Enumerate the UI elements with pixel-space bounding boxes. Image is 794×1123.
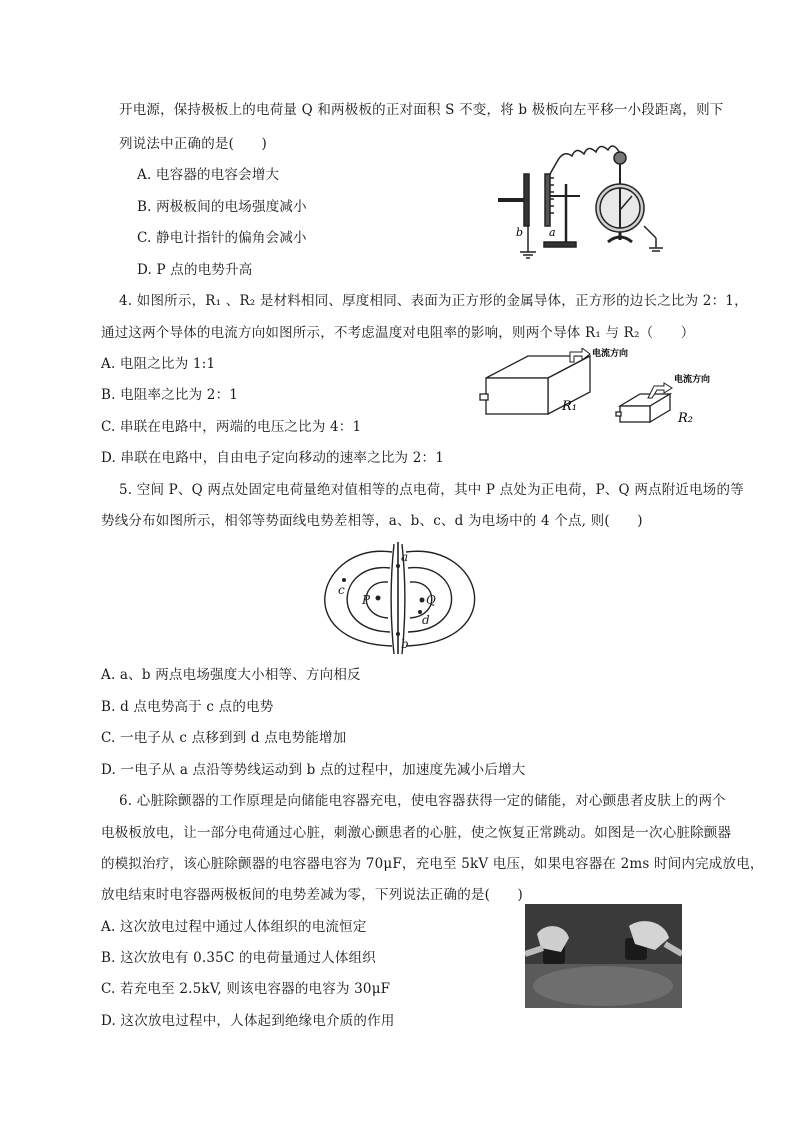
label-r2: R₂ (678, 411, 693, 426)
plate-a (545, 174, 550, 226)
q3-stem-line2: 列说法中正确的是( ) (119, 136, 267, 152)
label-a: a (549, 226, 556, 239)
q5-option-d: D. 一电子从 a 点沿等势线运动到 b 点的过程中，加速度先减小后增大 (101, 762, 526, 778)
arrow-label-1: 电流方向 (592, 348, 629, 358)
q4-stem-line2: 通过这两个导体的电流方向如图所示，不考虑温度对电阻率的影响，则两个导体 R₁ 与 R₂（ ） (101, 325, 695, 341)
point-p (376, 596, 381, 601)
q6-option-c: C. 若充电至 2.5kV, 则该电容器的电容为 30μF (101, 981, 391, 997)
defibrillator-photo (525, 904, 682, 1008)
label-p: P (362, 593, 371, 607)
plate-b (524, 174, 529, 226)
label-c: c (338, 583, 345, 597)
label-b: b (401, 637, 409, 651)
label-d: d (422, 613, 430, 627)
q5-option-a: A. a、b 两点电场强度大小相等、方向相反 (101, 667, 361, 683)
r1-front (486, 378, 548, 414)
q6-stem-line4: 放电结束时电容器两极板间的电势差减为零，下列说法正确的是( ) (101, 887, 523, 903)
q4-option-d: D. 串联在电路中，自由电子定向移动的速率之比为 2：1 (101, 450, 444, 466)
q4-option-b: B. 电阻率之比为 2：1 (101, 387, 239, 403)
q5-option-c: C. 一电子从 c 点移到到 d 点电势能增加 (101, 730, 347, 746)
q5-option-b: B. d 点电势高于 c 点的电势 (101, 699, 274, 715)
label-r1: R₁ (562, 399, 577, 414)
q3-stem-line1: 开电源，保持极板上的电荷量 Q 和两极板的正对面积 S 不变，将 b 极板向左平移一小段距离，则下 (119, 102, 724, 118)
q5-stem-line1: 5. 空间 P、Q 两点处固定电荷量绝对值相等的点电荷，其中 P 点处为正电荷，P、Q 两点附近电场的等 (119, 482, 744, 498)
q5-stem-line2: 势线分布如图所示，相邻等势面线电势差相等，a、b、c、d 为电场中的 4 个点, 则( ) (101, 513, 643, 529)
q6-option-d: D. 这次放电过程中，人体起到绝缘电介质的作用 (101, 1013, 395, 1029)
q3-option-b: B. 两极板间的电场强度减小 (137, 199, 307, 215)
q6-stem-line3: 的模拟治疗，该心脏除颤器的电容器电容为 70μF，充电至 5kV 电压，如果电容器在 2ms 时间内完成放电， (101, 856, 764, 872)
q4-option-c: C. 串联在电路中，两端的电压之比为 4：1 (101, 419, 362, 435)
label-a: a (401, 550, 409, 564)
conductors-figure (478, 348, 726, 434)
q4-option-a: A. 电阻之比为 1:1 (101, 356, 216, 372)
q6-stem-line2: 电极板放电，让一部分电荷通过心脏，刺激心颤患者的心脏，使之恢复正常跳动。如图是一次心脏除颤器 (101, 825, 732, 841)
equipotential-figure (298, 542, 498, 657)
label-b: b (516, 226, 524, 239)
q3-option-c: C. 静电计指针的偏角会减小 (137, 230, 307, 246)
capacitor-electroscope-figure (488, 140, 670, 262)
q6-option-a: A. 这次放电过程中通过人体组织的电流恒定 (101, 919, 367, 935)
point-q (420, 598, 425, 603)
label-q: Q (426, 593, 436, 607)
q3-option-a: A. 电容器的电容会增大 (137, 167, 280, 183)
q6-stem-line1: 6. 心脏除颤器的工作原理是向储能电容器充电，使电容器获得一定的储能，对心颤患者皮肤上的两个 (119, 793, 726, 809)
q4-stem-line1: 4. 如图所示，R₁ 、R₂ 是材料相同、厚度相同、表面为正方形的金属导体，正方形的边长之比为 2：1， (119, 293, 748, 309)
q6-option-b: B. 这次放电有 0.35C 的电荷量通过人体组织 (101, 950, 376, 966)
q3-option-d: D. P 点的电势升高 (137, 262, 253, 278)
arrow-label-2: 电流方向 (674, 374, 711, 384)
